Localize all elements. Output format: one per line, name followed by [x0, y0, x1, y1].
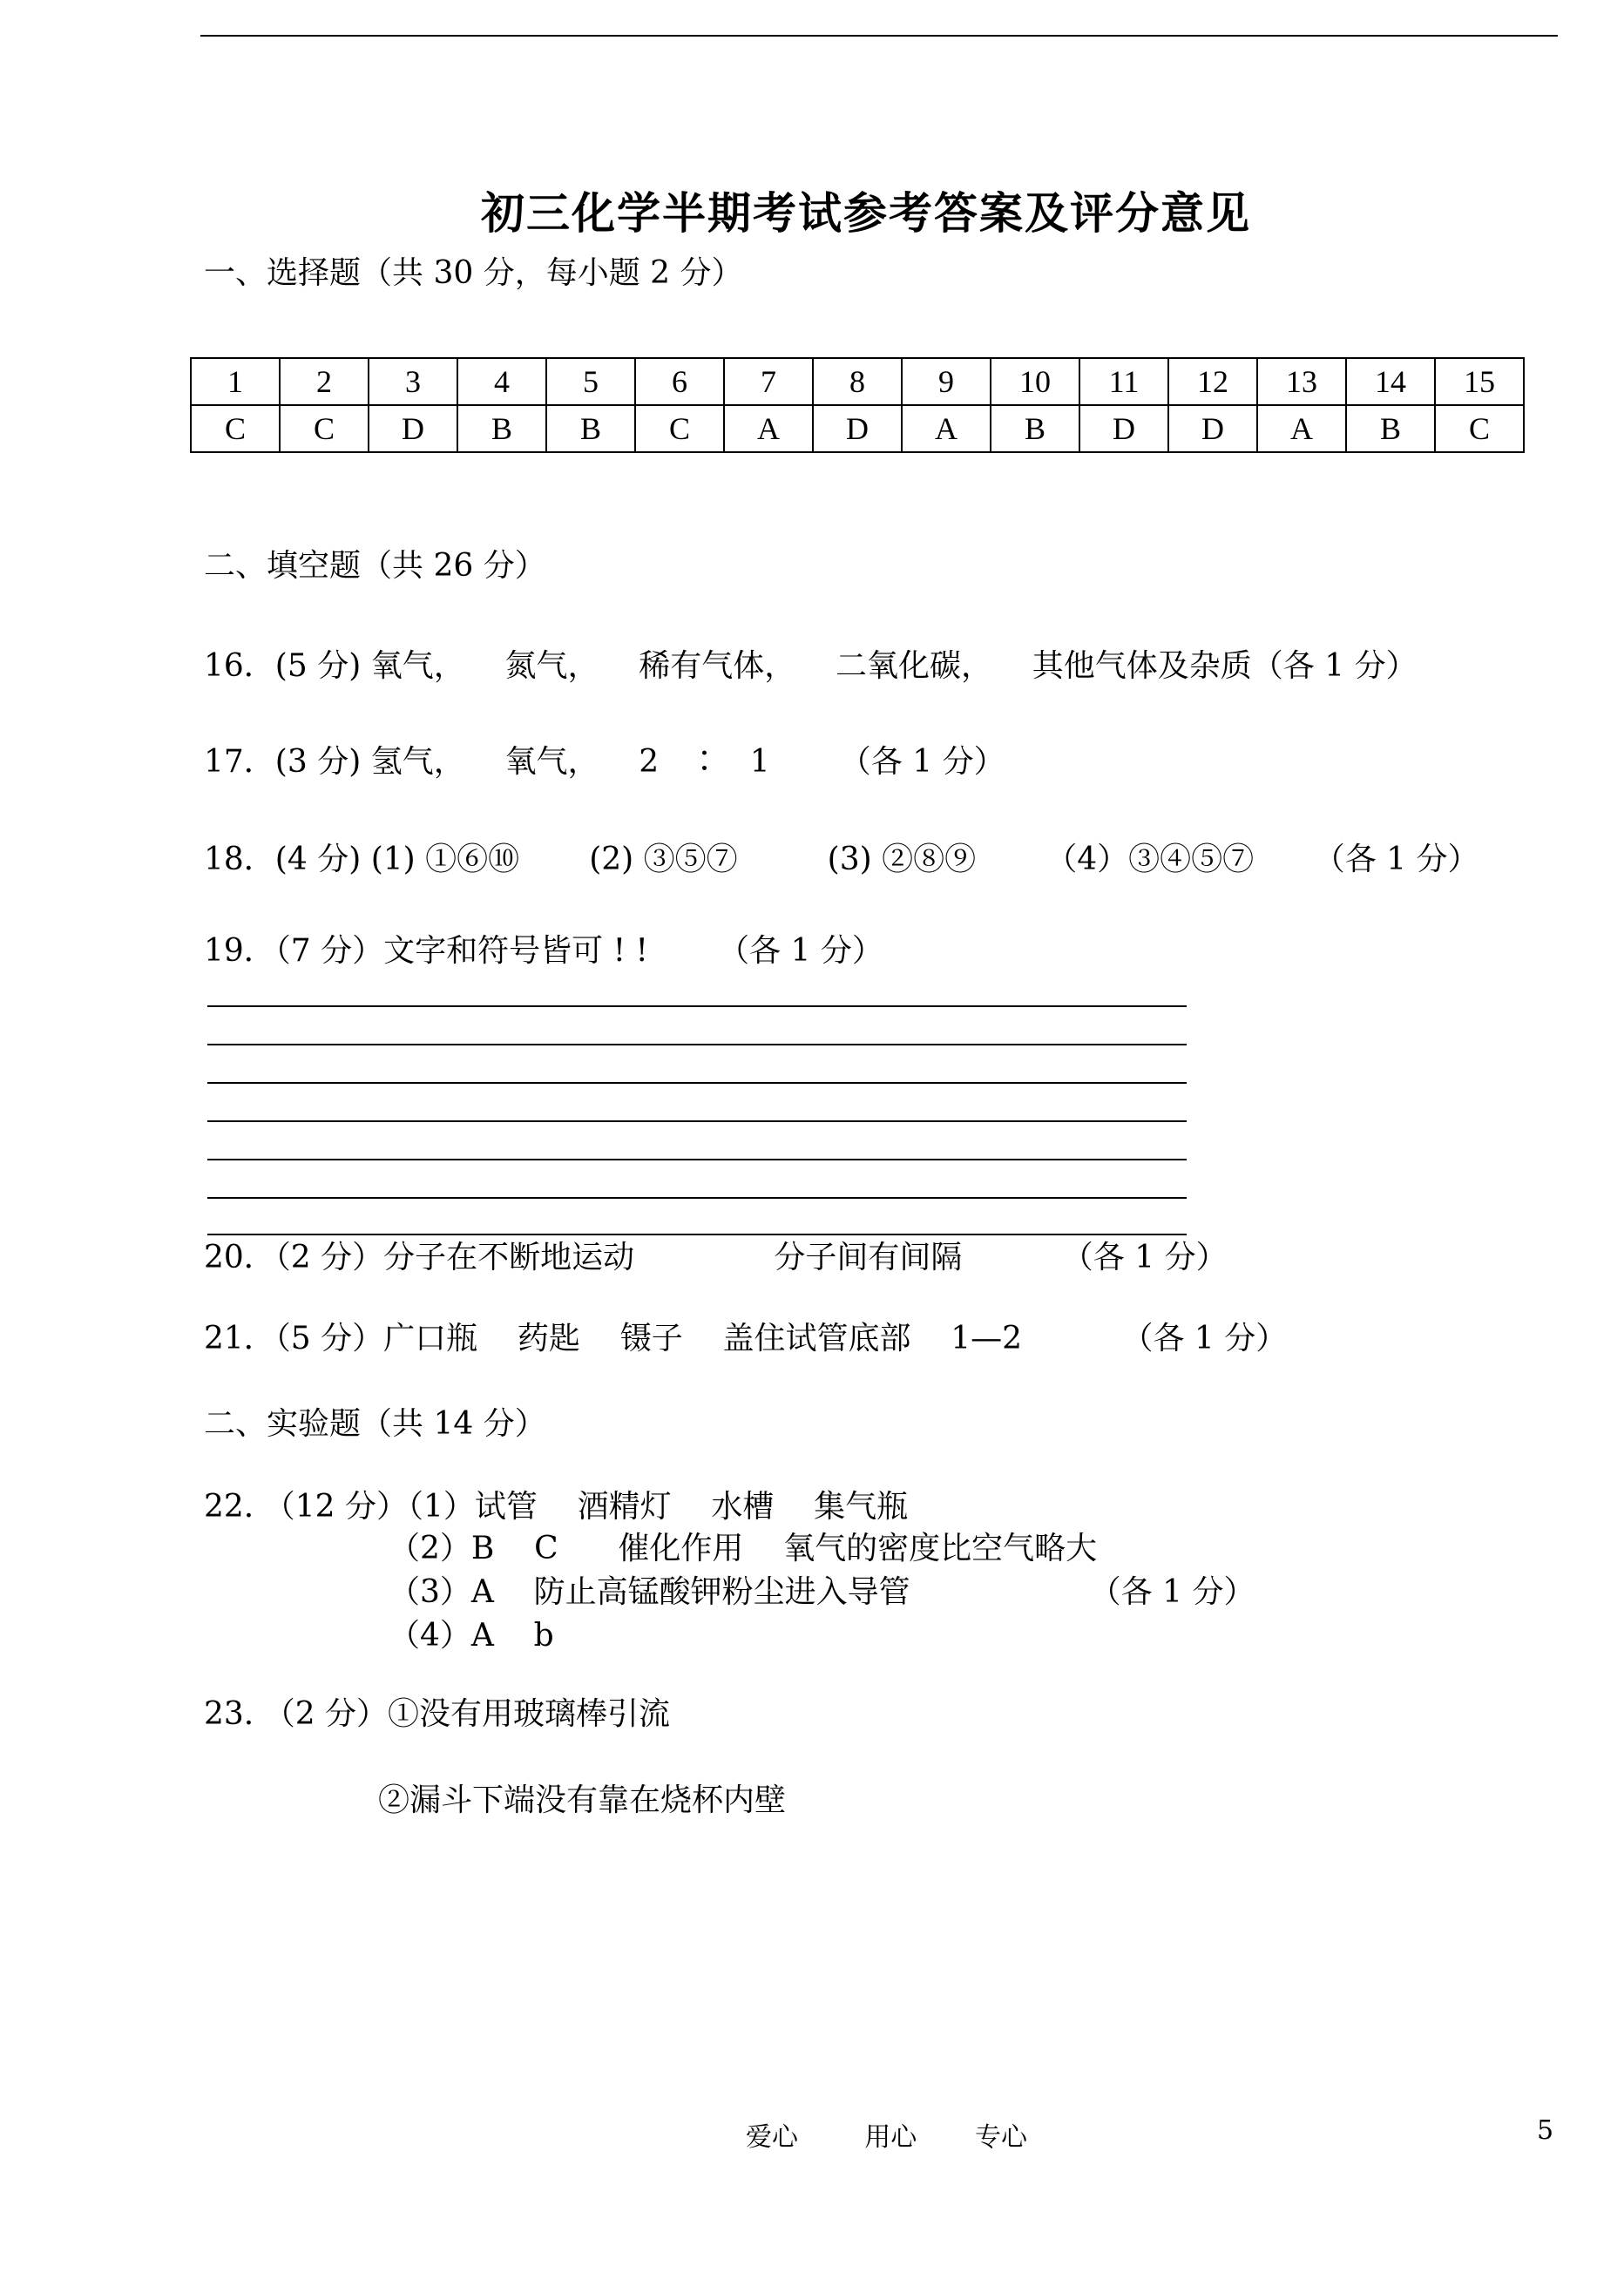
question-number: 14	[1346, 358, 1435, 405]
question-17-answer: 17．(3 分) 氢气， 氧气， 2 ∶ 1 （各 1 分）	[204, 744, 1005, 780]
question-19-answer: 19．（7 分）文字和符号皆可 ! ! （各 1 分）	[204, 933, 883, 969]
question-21-answer: 21．（5 分）广口瓶 药匙 镊子 盖住试管底部 1—2 （各 1 分）	[204, 1321, 1288, 1356]
question-22-line-4: （4）A b	[389, 1618, 554, 1654]
header-rule	[200, 35, 1558, 37]
answer-blank-line	[207, 1044, 1187, 1045]
section3-heading: 二、实验题（共 14 分）	[204, 1406, 546, 1442]
question-number: 10	[991, 358, 1079, 405]
answer-cell: B	[991, 405, 1079, 452]
question-number: 4	[457, 358, 546, 405]
question-16-answer: 16．(5 分) 氧气， 氮气， 稀有气体， 二氧化碳， 其他气体及杂质（各 1 分）	[204, 648, 1418, 684]
answer-cell: D	[1168, 405, 1257, 452]
question-23-line-1: 23. （2 分）①没有用玻璃棒引流	[204, 1696, 671, 1732]
question-22-line-1: 22. （12 分）（1）试管 酒精灯 水槽 集气瓶	[204, 1489, 909, 1525]
answer-cell: B	[546, 405, 635, 452]
answer-table-number-row	[191, 358, 1524, 405]
question-18-answer: 18．(4 分) (1) ①⑥⑩ (2) ③⑤⑦ (3) ②⑧⑨ （4）③④⑤⑦ （各 1 分）	[204, 842, 1479, 877]
question-number: 13	[1257, 358, 1346, 405]
answer-table	[190, 357, 1525, 453]
answer-cell: B	[457, 405, 546, 452]
answer-cell: D	[813, 405, 902, 452]
answer-cell: C	[1435, 405, 1524, 452]
question-number: 6	[635, 358, 724, 405]
question-number: 3	[369, 358, 457, 405]
question-23-line-2: ②漏斗下端没有靠在烧杯内壁	[378, 1782, 787, 1818]
question-number: 15	[1435, 358, 1524, 405]
question-number: 12	[1168, 358, 1257, 405]
question-number: 2	[280, 358, 369, 405]
question-number: 5	[546, 358, 635, 405]
answer-cell: C	[280, 405, 369, 452]
question-22-line-3: （3）A 防止高锰酸钾粉尘进入导管 （各 1 分）	[389, 1574, 1255, 1610]
question-number: 7	[724, 358, 813, 405]
answer-cell: A	[1257, 405, 1346, 452]
answer-cell: B	[1346, 405, 1435, 452]
answer-blank-line	[207, 1159, 1187, 1160]
answer-cell: A	[902, 405, 991, 452]
answer-blank-line	[207, 1197, 1187, 1199]
section1-heading: 一、选择题（共 30 分，每小题 2 分）	[204, 255, 743, 291]
page-number: 5	[1537, 2115, 1554, 2146]
question-20-answer: 20．（2 分）分子在不断地运动 分子间有间隔 （各 1 分）	[204, 1240, 1228, 1275]
answer-cell: D	[369, 405, 457, 452]
question-22-line-2: （2）B C 催化作用 氧气的密度比空气略大	[389, 1531, 1098, 1566]
answer-cell: D	[1079, 405, 1168, 452]
answer-blank-line	[207, 1082, 1187, 1084]
answer-cell: C	[635, 405, 724, 452]
question-number: 11	[1079, 358, 1168, 405]
answer-table-answer-row	[191, 405, 1524, 452]
answer-cell: C	[191, 405, 280, 452]
question-number: 1	[191, 358, 280, 405]
footer-slogan: 爱心 用心 专心	[746, 2122, 1028, 2153]
page-title: 初三化学半期考试参考答案及评分意见	[481, 187, 1251, 239]
answer-blank-line	[207, 1234, 1187, 1235]
question-number: 8	[813, 358, 902, 405]
answer-blank-line	[207, 1120, 1187, 1122]
question-number: 9	[902, 358, 991, 405]
answer-cell: A	[724, 405, 813, 452]
section2-heading: 二、填空题（共 26 分）	[204, 548, 546, 584]
answer-blank-line	[207, 1005, 1187, 1007]
